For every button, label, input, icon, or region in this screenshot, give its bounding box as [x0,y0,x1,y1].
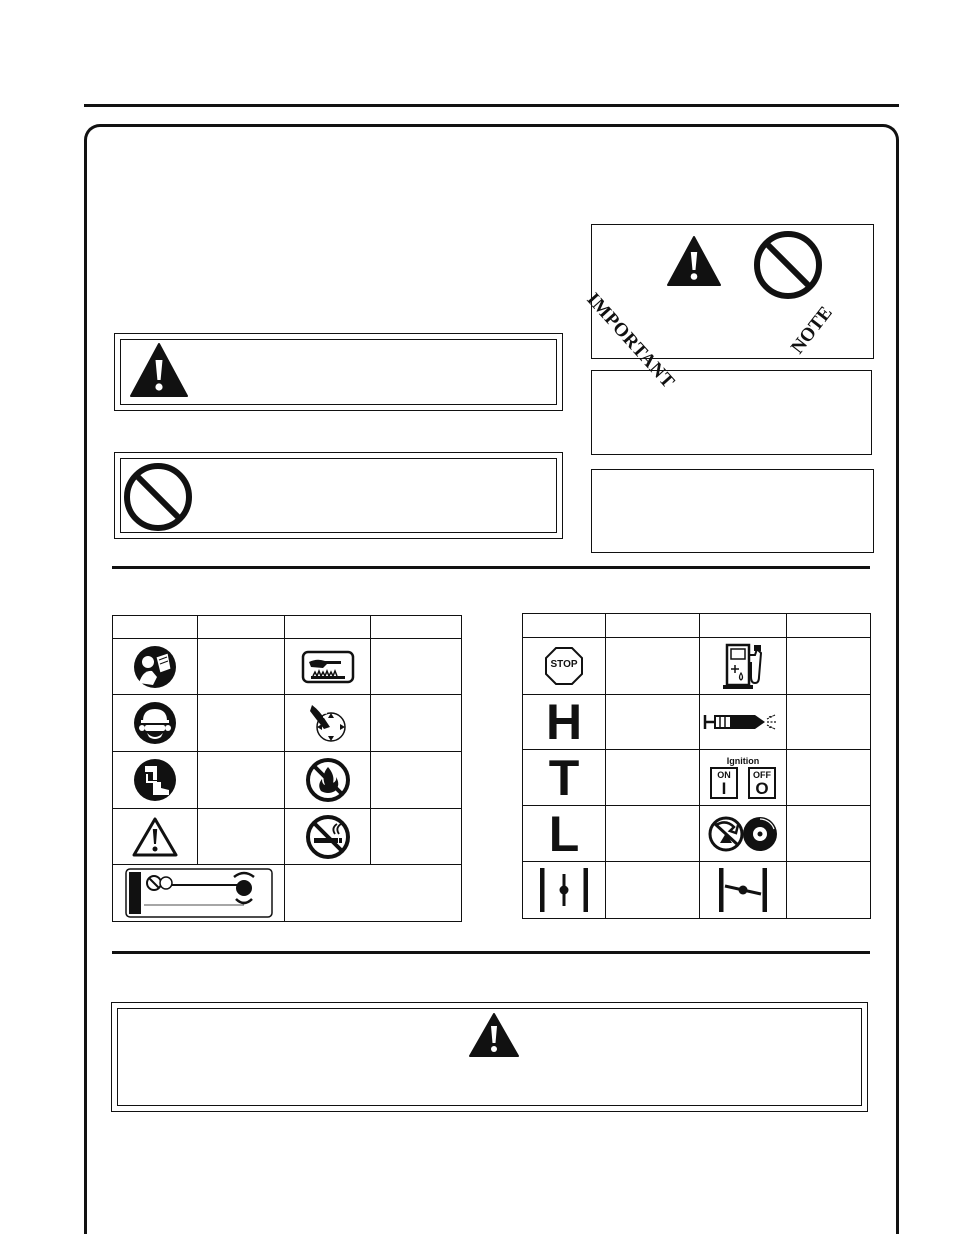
no-smoking-icon [305,814,351,860]
high-speed-icon: H [545,694,583,750]
notice-box-3 [591,469,874,553]
blade-rotation-icon [706,815,780,853]
fuel-pump-icon [721,641,765,691]
important-label: IMPORTANT [582,289,679,393]
table-header [113,616,198,639]
table-row [113,809,462,865]
choke-closed-icon [713,866,773,914]
table-row [113,639,462,695]
warning-notice-box [114,333,563,411]
header-rule [84,104,899,107]
prohibition-icon [752,229,824,301]
section-rule [112,951,870,954]
ignition-off-symbol: O [755,779,769,798]
rotating-blade-icon [306,701,350,745]
warning-triangle-outline-icon [132,816,178,858]
table-row [523,695,871,750]
stop-label: STOP [550,659,578,670]
notice-box-2 [591,370,872,455]
table-header [371,616,462,639]
ignition-on-label: ON [717,770,731,780]
prohibition-icon [122,461,194,533]
read-manual-icon [133,645,177,689]
safety-distance-icon [124,867,274,919]
symbol-legend-box [582,224,874,393]
table-header [787,614,871,638]
warning-triangle-icon [129,342,189,398]
ignition-on-symbol: I [721,779,727,798]
table-row [113,752,462,809]
idle-speed-icon: T [548,749,580,806]
table-row [113,865,462,922]
left-symbol-table [112,615,462,922]
note-label: NOTE [787,302,837,358]
table-header [700,614,787,638]
warning-triangle-icon [468,1012,520,1058]
prohibition-notice-box [114,452,563,539]
table-row [523,638,871,695]
ignition-label: Ignition [726,756,760,766]
table-header [523,614,606,638]
section-rule [112,566,870,569]
warning-triangle-icon [666,235,722,287]
table-header [198,616,285,639]
choke-open-icon [534,866,594,914]
table-row [523,862,871,919]
head-eye-ear-protection-icon [133,701,177,745]
ignition-switch-icon [710,756,776,799]
table-row [523,750,871,806]
primer-bulb-icon [703,711,783,733]
bottom-warning-box [111,1002,868,1112]
hot-surface-icon [301,650,355,684]
right-symbol-table [522,613,871,919]
ignition-off-label: OFF [753,770,771,780]
low-speed-icon: L [548,805,580,862]
table-row [113,695,462,752]
table-header [285,616,371,639]
gloves-boots-icon [133,758,177,802]
table-row [523,806,871,862]
table-header [606,614,700,638]
no-open-flame-icon [305,757,351,803]
